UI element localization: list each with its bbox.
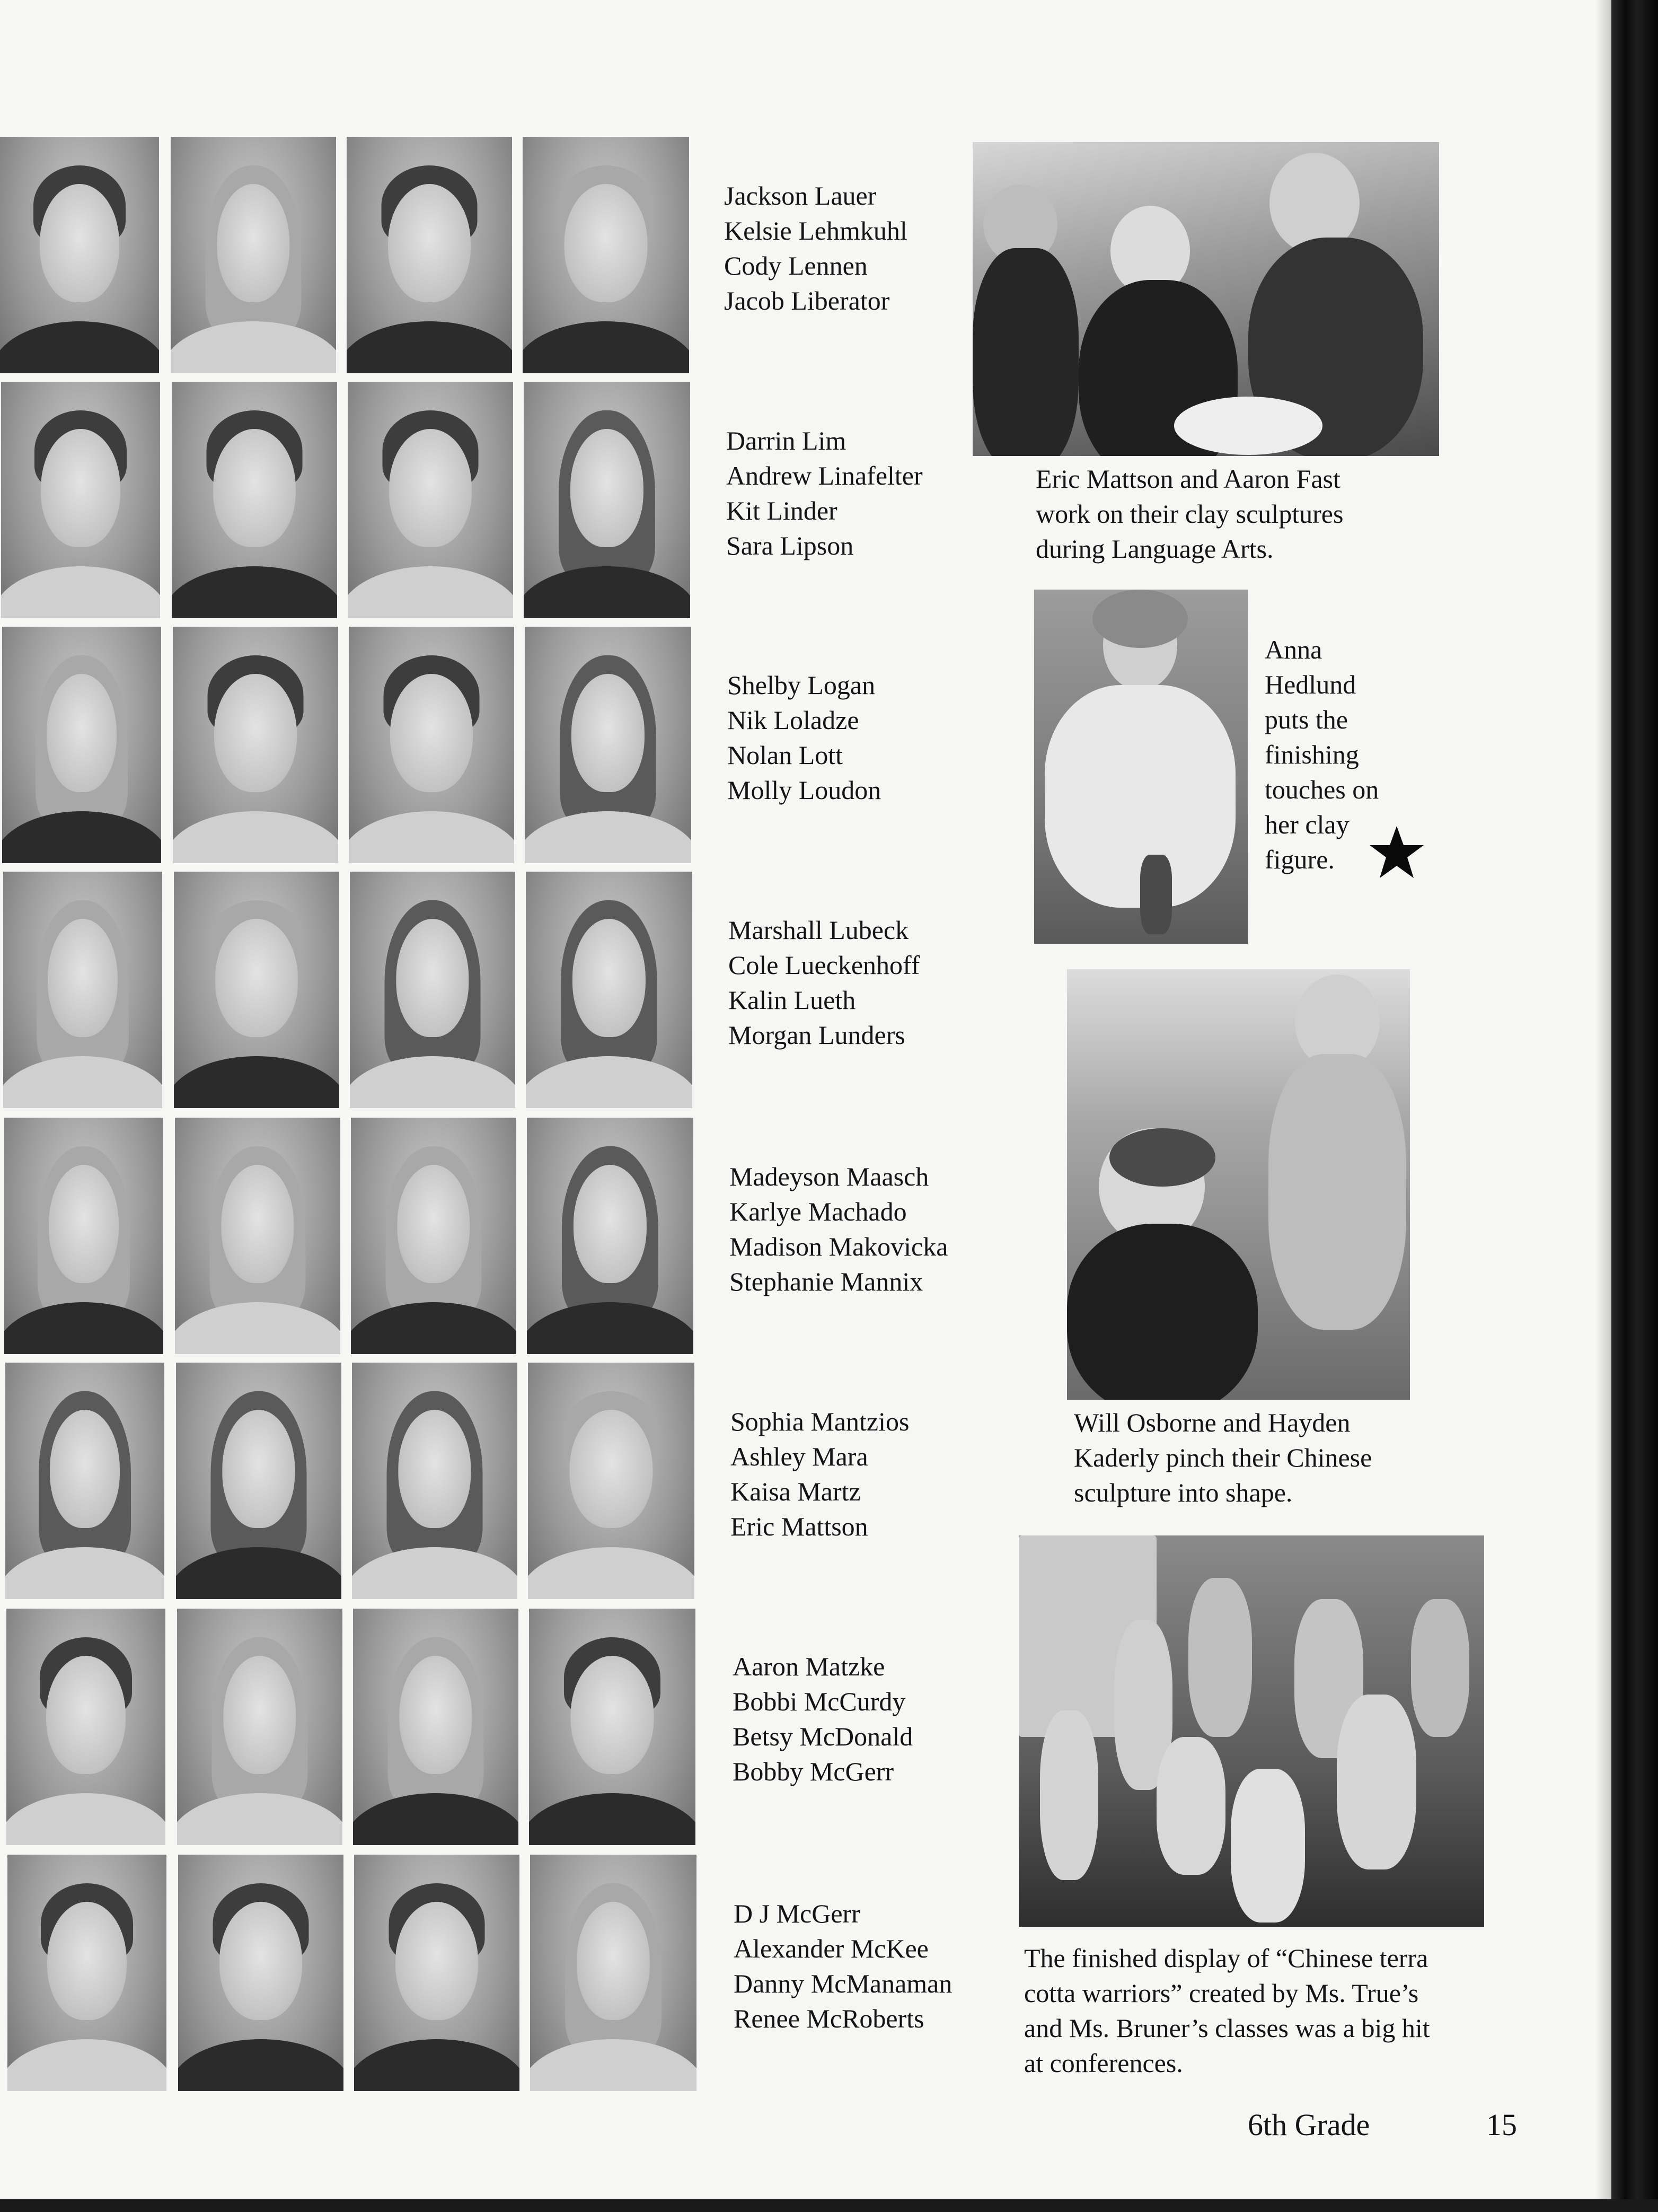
student-portrait: [4, 1118, 163, 1354]
student-name: Kit Linder: [726, 496, 837, 525]
student-portrait: [530, 1855, 696, 2091]
student-name: Shelby Logan: [727, 670, 876, 700]
names-row-5: [729, 1159, 948, 1299]
page-shadow: [1595, 0, 1611, 2212]
student-name: Darrin Lim: [726, 426, 846, 455]
student-name: Madeyson Maasch: [729, 1162, 929, 1191]
student-portrait: [523, 137, 689, 373]
student-name: Molly Loudon: [727, 775, 881, 805]
caption-line: sculpture into shape.: [1074, 1478, 1293, 1507]
student-portrait: [350, 872, 515, 1108]
names-row-4: [728, 912, 920, 1052]
student-portrait: [3, 872, 162, 1108]
student-portrait: [171, 137, 336, 373]
photo-clay-sculptures: [973, 142, 1439, 456]
student-portrait: [348, 382, 513, 618]
photo-anna-hedlund: [1034, 590, 1248, 944]
student-portrait: [349, 627, 514, 863]
student-portrait: [1, 382, 160, 618]
caption-anna-hedlund: [1265, 632, 1379, 877]
student-name: Morgan Lunders: [728, 1020, 905, 1050]
photo-will-hayden: [1067, 969, 1410, 1400]
photo-terra-cotta-display: [1019, 1535, 1484, 1927]
caption-line: figure.: [1265, 845, 1335, 874]
student-name: Sara Lipson: [726, 531, 854, 560]
student-name: Ashley Mara: [730, 1442, 868, 1471]
student-name: D J McGerr: [734, 1899, 860, 1928]
student-name: Karlye Machado: [729, 1197, 907, 1226]
student-name: Cody Lennen: [724, 251, 868, 280]
student-name: Jacob Liberator: [724, 286, 890, 315]
student-name: Andrew Linafelter: [726, 461, 923, 490]
binding-edge: [1611, 0, 1658, 2212]
student-name: Nolan Lott: [727, 740, 843, 770]
student-name: Marshall Lubeck: [728, 915, 909, 945]
caption-line: Will Osborne and Hayden: [1074, 1408, 1351, 1437]
student-portrait: [525, 627, 691, 863]
caption-line: finishing: [1265, 740, 1359, 769]
caption-terra-cotta: [1024, 1941, 1430, 2081]
caption-line: at conferences.: [1024, 2048, 1183, 2078]
names-row-1: [724, 178, 907, 318]
student-name: Alexander McKee: [734, 1934, 929, 1963]
student-name: Kalin Lueth: [728, 985, 856, 1015]
caption-line: Kaderly pinch their Chinese: [1074, 1443, 1372, 1472]
student-name: Betsy McDonald: [733, 1722, 913, 1751]
student-portrait: [6, 1609, 165, 1845]
caption-line: and Ms. Bruner’s classes was a big hit: [1024, 2013, 1430, 2043]
caption-line: The finished display of “Chinese terra: [1024, 1943, 1428, 1973]
student-portrait: [5, 1363, 164, 1599]
student-name: Stephanie Mannix: [729, 1267, 923, 1296]
student-name: Kelsie Lehmkuhl: [724, 216, 907, 245]
names-row-6: [730, 1404, 909, 1544]
caption-line: Hedlund: [1265, 670, 1356, 699]
student-portrait: [352, 1363, 517, 1599]
student-portrait: [0, 137, 159, 373]
names-row-7: [733, 1649, 913, 1789]
student-portrait: [178, 1855, 343, 2091]
caption-line: her clay: [1265, 810, 1350, 839]
caption-line: Eric Mattson and Aaron Fast: [1036, 464, 1340, 494]
student-name: Danny McManaman: [734, 1969, 953, 1998]
student-portrait: [347, 137, 512, 373]
student-portrait: [351, 1118, 516, 1354]
student-name: Madison Makovicka: [729, 1232, 948, 1261]
footer-grade: 6th Grade: [1248, 2108, 1370, 2142]
caption-line: during Language Arts.: [1036, 534, 1274, 564]
student-portrait: [529, 1609, 695, 1845]
student-name: Cole Lueckenhoff: [728, 950, 920, 980]
student-name: Jackson Lauer: [724, 181, 877, 210]
caption-line: puts the: [1265, 705, 1348, 734]
student-portrait: [354, 1855, 519, 2091]
student-portrait: [527, 1118, 693, 1354]
student-portrait: [177, 1609, 342, 1845]
caption-will-hayden: [1074, 1405, 1372, 1510]
student-portrait: [172, 382, 337, 618]
student-name: Kaisa Martz: [730, 1477, 861, 1506]
student-name: Eric Mattson: [730, 1512, 868, 1541]
caption-line: work on their clay sculptures: [1036, 499, 1344, 529]
student-portrait: [7, 1855, 166, 2091]
names-row-2: [726, 423, 923, 563]
caption-line: Anna: [1265, 635, 1322, 664]
student-portrait: [526, 872, 692, 1108]
caption-line: cotta warriors” created by Ms. True’s: [1024, 1978, 1419, 2008]
page-number: 15: [1486, 2108, 1517, 2142]
student-name: Bobbi McCurdy: [733, 1687, 906, 1716]
student-name: Bobby McGerr: [733, 1757, 894, 1786]
student-portrait: [353, 1609, 518, 1845]
student-name: Sophia Mantzios: [730, 1407, 910, 1436]
student-portrait: [175, 1118, 340, 1354]
caption-line: touches on: [1265, 775, 1379, 804]
student-portrait: [174, 872, 339, 1108]
page-bottom-edge: [0, 2199, 1658, 2212]
names-row-3: [727, 668, 881, 807]
student-portrait: [528, 1363, 694, 1599]
student-portrait: [2, 627, 161, 863]
student-name: Aaron Matzke: [733, 1652, 885, 1681]
student-portrait: [524, 382, 690, 618]
star-icon: [1368, 825, 1426, 880]
student-name: Renee McRoberts: [734, 2004, 924, 2033]
caption-clay-sculptures: [1036, 461, 1343, 566]
student-name: Nik Loladze: [727, 705, 859, 735]
names-row-8: [734, 1896, 952, 2036]
student-portrait: [173, 627, 338, 863]
student-portrait: [176, 1363, 341, 1599]
